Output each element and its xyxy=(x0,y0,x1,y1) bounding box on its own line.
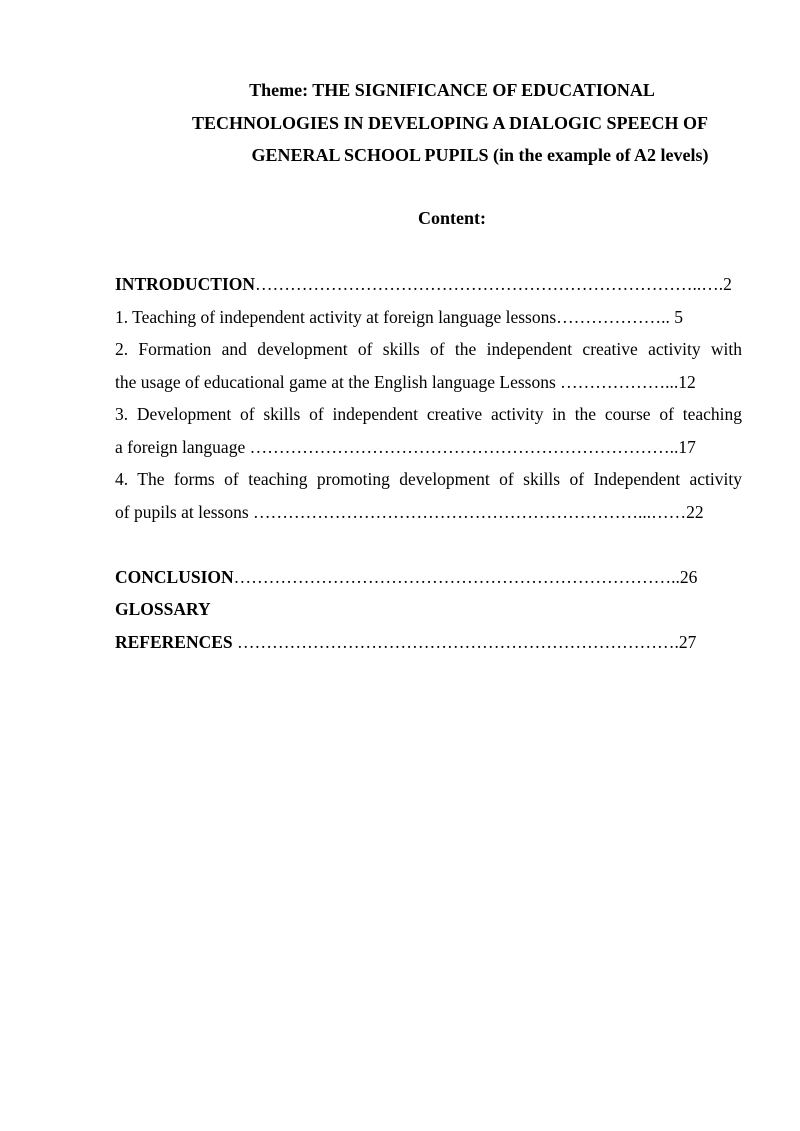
toc-references-leader: ………………………………………………………………….27 xyxy=(232,631,697,652)
toc-entry-3-line-2: a foreign language ………………………………………………………………..17 xyxy=(115,436,696,457)
table-of-contents xyxy=(115,268,742,658)
toc-entry-2-line-2: the usage of educational game at the English language Lessons ………………...12 xyxy=(115,371,696,392)
toc-entry-3-line-1: 3. Development of skills of independent creative activity in the course of teaching xyxy=(115,404,742,424)
content-heading: Content: xyxy=(418,208,486,228)
toc-introduction-leader: …………………………………………………………………..….2 xyxy=(255,274,732,294)
toc-conclusion-label: CONCLUSION xyxy=(115,566,234,587)
toc-conclusion-leader: …………………………………………………………………..26 xyxy=(233,566,698,587)
toc-entry-4-line-1: 4. The forms of teaching promoting development of skills of Independent activity xyxy=(115,469,742,489)
toc-entry-references xyxy=(115,626,742,659)
title-line-1: Theme: THE SIGNIFICANCE OF EDUCATIONAL xyxy=(249,80,655,100)
toc-entry-glossary: GLOSSARY xyxy=(115,599,211,619)
toc-entry-introduction xyxy=(115,268,742,301)
toc-entry-2-line-1: 2. Formation and development of skills of the independent creative activity with xyxy=(115,339,742,359)
toc-entry-1: 1. Teaching of independent activity at foreign language lessons……………….. 5 xyxy=(115,306,684,327)
toc-references-label: REFERENCES xyxy=(115,631,233,652)
toc-introduction-label: INTRODUCTION xyxy=(115,274,256,294)
toc-spacer xyxy=(115,528,742,561)
title-line-2: TECHNOLOGIES IN DEVELOPING A DIALOGIC SPEECH OF xyxy=(191,112,709,133)
document-title xyxy=(100,74,800,172)
toc-entry-conclusion xyxy=(115,561,742,594)
title-line-3: GENERAL SCHOOL PUPILS (in the example of A2 levels) xyxy=(251,145,709,165)
toc-entry-4-line-2: of pupils at lessons …………………………………………………………...……22 xyxy=(115,501,704,522)
